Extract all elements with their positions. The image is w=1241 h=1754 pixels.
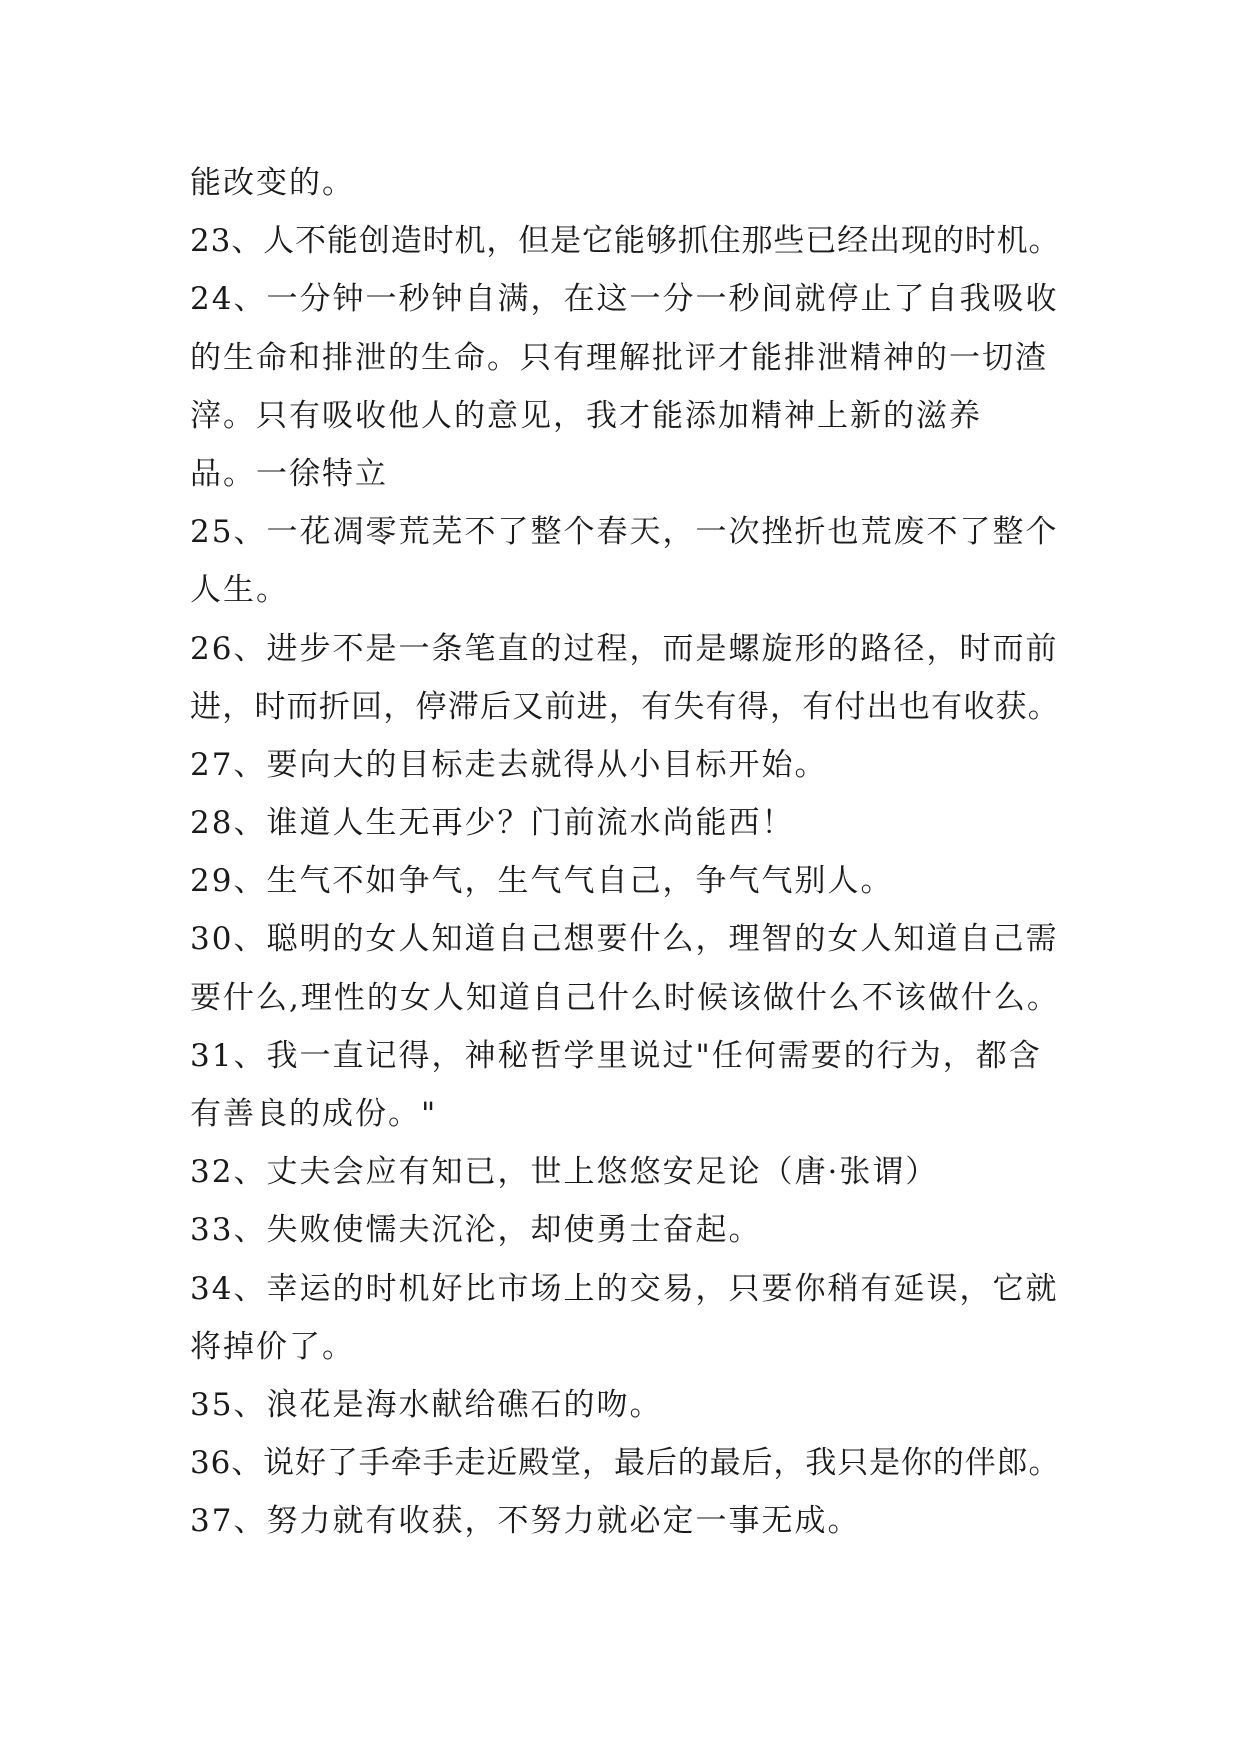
quote-list (190, 154, 1060, 1551)
text-line: 有善良的成份。" (190, 1096, 438, 1132)
text-line: 28、谁道人生无再少？门前流水尚能西！ (190, 805, 795, 842)
text-line: 滓。只有吸收他人的意见，我才能添加精神上新的滋养 (190, 397, 982, 434)
text-line: 26、进步不是一条笔直的过程，而是螺旋形的路径，时而前 (190, 630, 1059, 667)
text-line: 35、浪花是海水献给礁石的吻。 (190, 1386, 663, 1423)
text-line: 的生命和排泄的生命。只有理解批评才能排泄精神的一切渣 (190, 339, 1048, 376)
text-line: 24、一分钟一秒钟自满，在这一分一秒间就停止了自我吸收 (190, 281, 1059, 318)
text-line: 30、聪明的女人知道自己想要什么，理智的女人知道自己需 (190, 921, 1059, 958)
text-line: 32、丈夫会应有知已，世上悠悠安足论（唐·张谓） (190, 1154, 939, 1191)
text-line: 37、努力就有收获，不努力就必定一事无成。 (190, 1503, 861, 1540)
text-line: 27、要向大的目标走去就得从小目标开始。 (190, 746, 828, 783)
text-line: 能改变的。 (190, 165, 355, 201)
text-line: 品。一徐特立 (190, 455, 388, 492)
text-line: 人生。 (190, 572, 289, 609)
text-line: 29、生气不如争气，生气气自己，争气气别人。 (190, 863, 894, 900)
text-line: 25、一花凋零荒芜不了整个春天，一次挫折也荒废不了整个 (190, 514, 1059, 551)
text-line: 将掉价了。 (190, 1328, 355, 1365)
text-line: 23、人不能创造时机，但是它能够抓住那些已经出现的时机。 (190, 223, 1061, 260)
text-line: 34、幸运的时机好比市场上的交易，只要你稍有延误，它就 (190, 1270, 1059, 1307)
text-line: 36、说好了手牵手走近殿堂，最后的最后，我只是你的伴郎。 (190, 1445, 1061, 1482)
text-line: 33、失败使懦夫沉沦，却使勇士奋起。 (190, 1212, 762, 1249)
text-line: 要什么,理性的女人知道自己什么时候该做什么不该做什么。 (190, 979, 1060, 1016)
text-line: 31、我一直记得，神秘哲学里说过"任何需要的行为，都含 (190, 1037, 1042, 1074)
text-line: 进，时而折回，停滞后又前进，有失有得，有付出也有收获。 (190, 688, 1060, 725)
